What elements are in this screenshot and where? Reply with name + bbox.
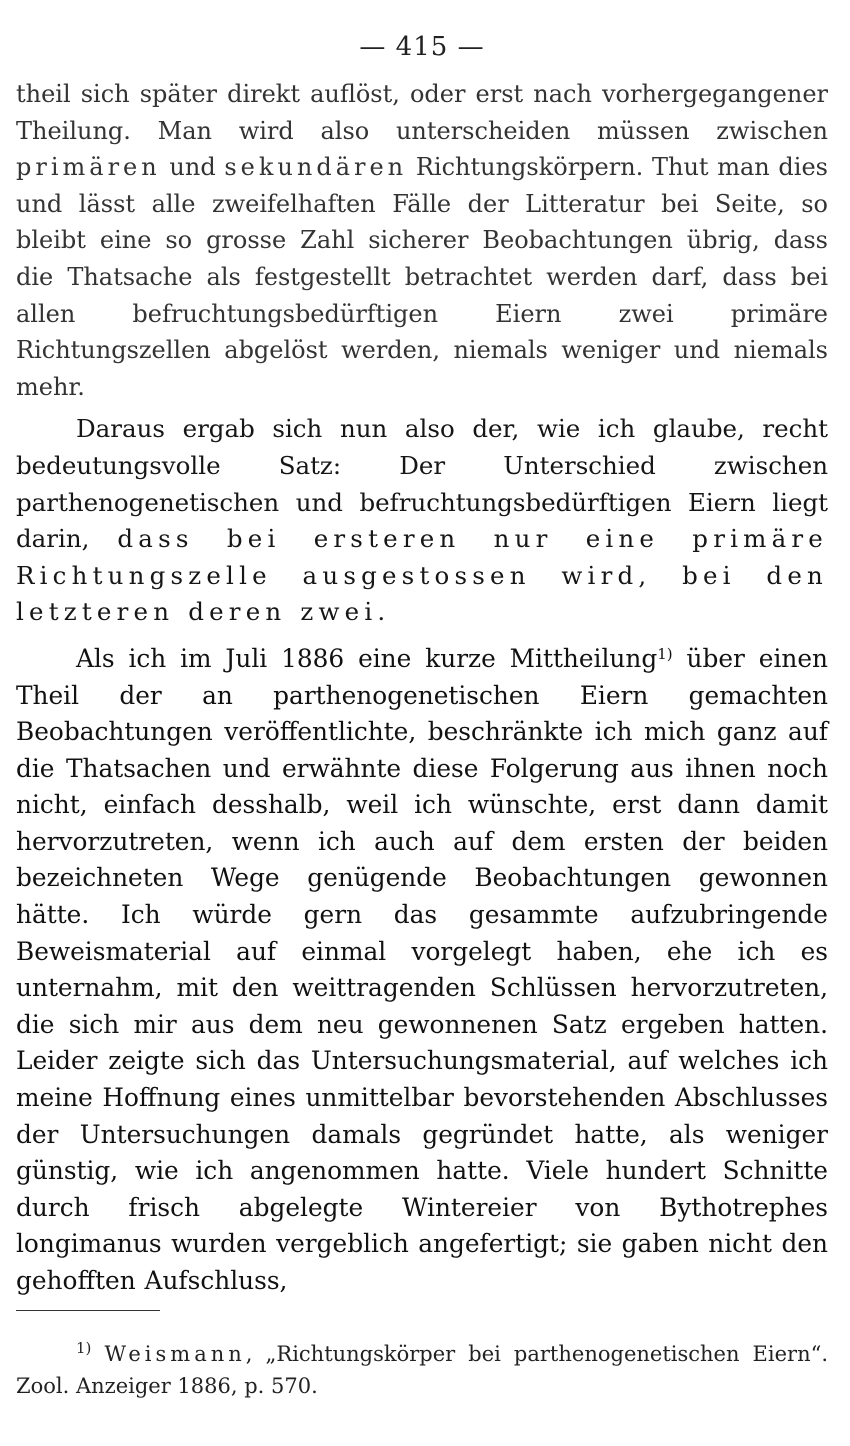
footnote xyxy=(16,1338,828,1402)
emphasis-sekundaeren: sekundären xyxy=(224,153,408,182)
page-number: — 415 — xyxy=(359,32,485,62)
paragraph-2-text-a: Daraus ergab sich nun also der, wie ich glaube, recht bedeutungsvolle Satz: Der Unterschied zwischen parthenogenetischen und befruchtungsbedürftigen Eiern liegt darin, xyxy=(16,414,828,554)
paragraph-3-text-a: Als ich im Juli 1886 eine kurze Mittheilung xyxy=(76,643,658,673)
emphasis-primaeren: primären xyxy=(16,153,161,182)
footnote-author: Weismann xyxy=(104,1342,246,1366)
footnote-reference[interactable]: 1) xyxy=(657,644,673,663)
document-page xyxy=(16,26,829,1398)
paragraph-2 xyxy=(16,411,828,631)
footnote-marker: 1) xyxy=(76,1339,92,1357)
paragraph-3-text-b: über einen Theil der an parthenogenetischen Eiern gemachten Beobachtungen veröffentlichte, beschränkte ich mich ganz auf die Thatsachen und erwähnte diese Folgerung aus ihnen noch nicht, einfach desshalb, weil ich wünschte, erst dann damit hervorzutreten, wenn ich auch auf dem ersten der beiden bezeichneten Wege genügende Beobachtungen gewonnen hätte. Ich würde gern das gesammte aufzubringende Beweismaterial auf einmal vorgelegt haben, ehe ich es unternahm, mit den weittragenden Schlüssen hervorzutreten, die sich mir aus dem neu gewonnenen Satz ergeben hatten. Leider zeigte sich das Untersuchungsmaterial, auf welches ich meine Hoffnung eines unmittelbar bevorstehenden Abschlusses der Untersuchungen damals gegründet hatte, als weniger günstig, wie ich angenommen hatte. Viele hundert Schnitte durch frisch abgelegte Wintereier von Bythotrephes longimanus wurden vergeblich angefertigt; sie gaben nicht den gehofften Aufschluss, xyxy=(16,643,829,1295)
paragraph-1-text-c: und xyxy=(160,153,225,182)
paragraph-1 xyxy=(16,76,828,405)
footnote-line-1 xyxy=(16,1338,828,1370)
footnote-title: , „Richtungskörper bei parthenogenetischen Eiern“. xyxy=(245,1342,829,1366)
footnote-line-2: Zool. Anzeiger 1886, p. 570. xyxy=(16,1374,318,1398)
footnote-divider xyxy=(16,1310,160,1311)
paragraph-3 xyxy=(16,641,828,1300)
emphasis-key-statement: dass bei ersteren nur eine primäre Richtungszelle ausgestossen wird, bei den letzteren deren zwei. xyxy=(16,524,828,627)
paragraph-1-text-a: theil sich später direkt auflöst, oder erst nach vorhergegangener Theilung. Man wird also unterscheiden müssen zwischen xyxy=(16,80,828,145)
paragraph-1-text-e: Richtungskörpern. Thut man dies und lässt alle zweifelhaften Fälle der Litteratur bei Seite, so bleibt eine so grosse Zahl sicherer Beobachtungen übrig, dass die Thatsache als festgestellt betrachtet werden darf, dass bei allen befruchtungsbedürftigen Eiern zwei primäre Richtungszellen abgelöst werden, niemals weniger und niemals mehr. xyxy=(16,153,828,401)
